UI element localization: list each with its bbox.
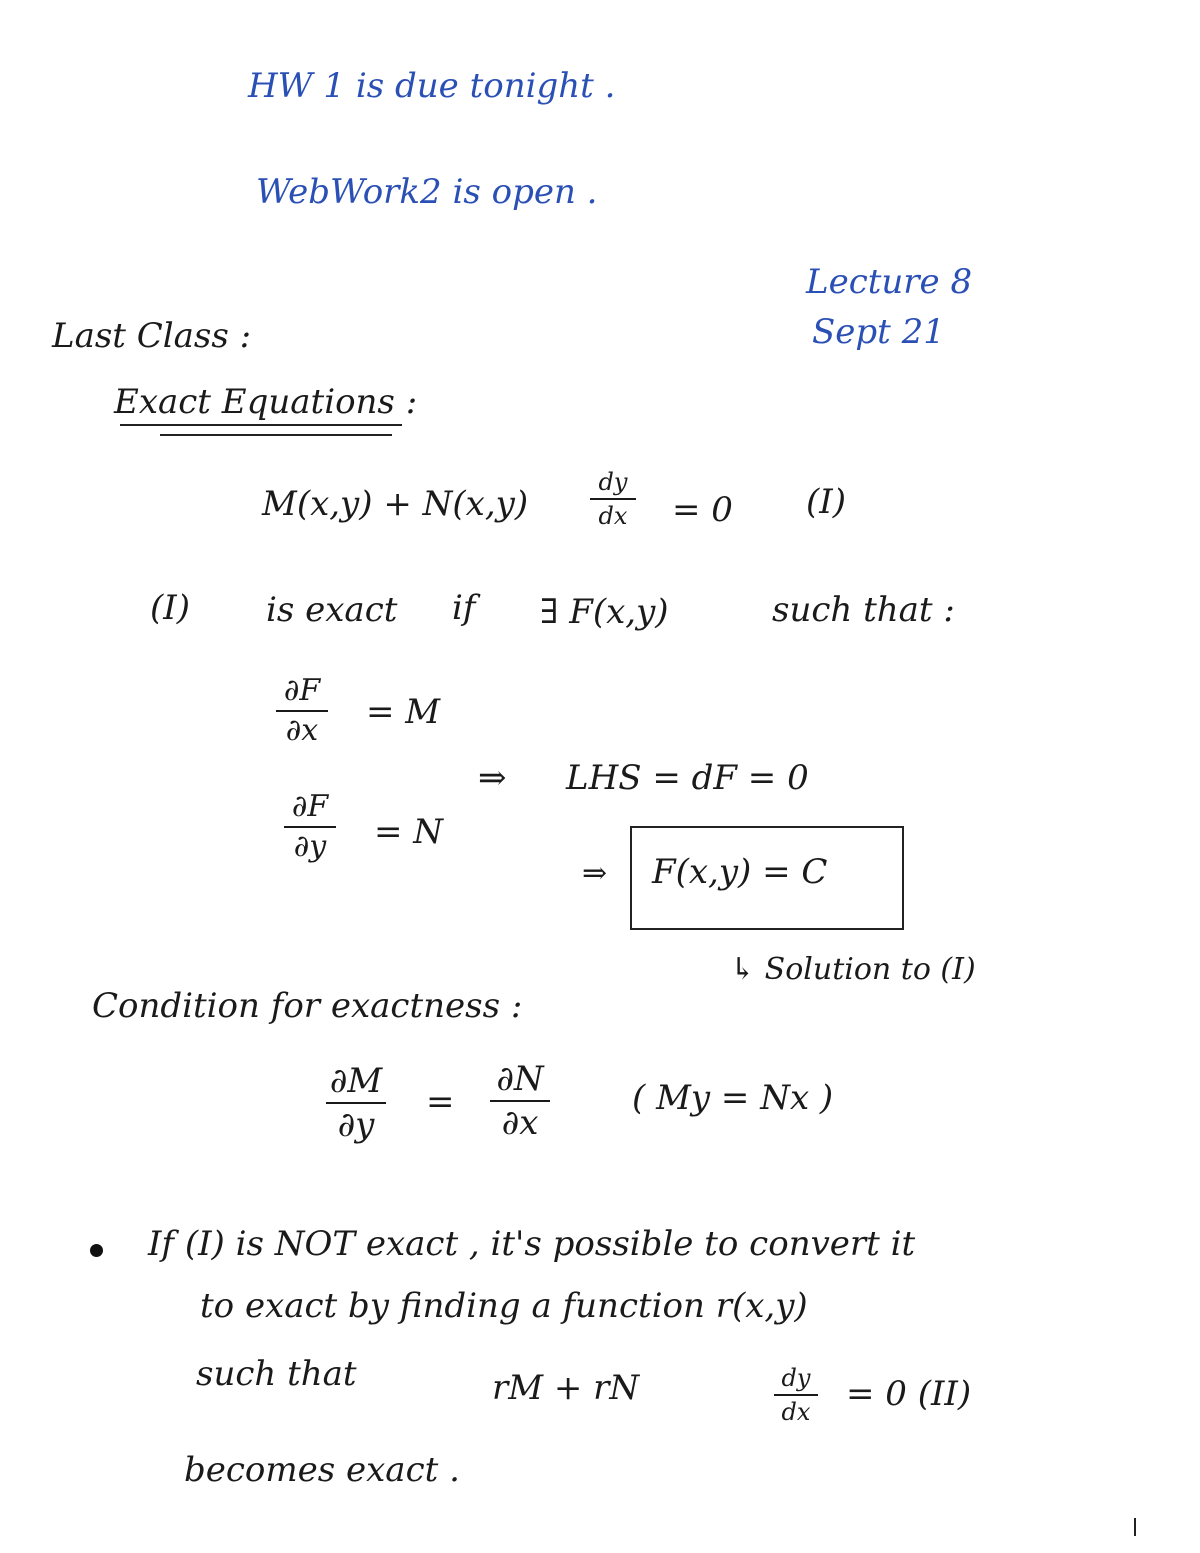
def-if: if <box>452 588 476 628</box>
fraction-bar <box>590 498 636 500</box>
equation-i-fraction <box>590 470 636 528</box>
partial-fy-bar <box>284 826 336 828</box>
partial-nx-numerator: ∂N <box>496 1059 544 1099</box>
partial-fy-rhs: = N <box>374 812 444 852</box>
equation-i-rhs: = 0 <box>672 490 733 530</box>
lecture-title: Lecture 8 <box>806 262 973 302</box>
partial-my-bar <box>326 1102 386 1104</box>
page-mark <box>1134 1518 1136 1536</box>
equation-i-label: (I) <box>806 482 846 522</box>
section-title: Exact Equations : <box>114 382 418 422</box>
integrating-eq-rhs: = 0 (II) <box>846 1374 972 1414</box>
def-exists: ∃ F(x,y) <box>540 592 669 632</box>
partial-fy <box>284 789 336 864</box>
partial-fy-numerator: ∂F <box>291 789 329 824</box>
boxed-solution: F(x,y) = C <box>652 852 828 892</box>
partial-fy-denominator: ∂y <box>293 829 327 864</box>
bullet-line-4: becomes exact . <box>184 1450 460 1490</box>
lecture-date: Sept 21 <box>812 312 945 352</box>
partial-nx <box>490 1059 550 1143</box>
partial-fx-bar <box>276 710 328 712</box>
last-class-label: Last Class : <box>52 316 252 356</box>
partial-fx <box>276 673 328 748</box>
condition-equals: = <box>426 1082 455 1122</box>
hw-announcement: HW 1 is due tonight . <box>248 66 616 106</box>
fraction-numerator: dy <box>598 468 628 496</box>
fraction-denominator: dx <box>598 502 628 530</box>
condition-short: ( My = Nx ) <box>632 1078 834 1118</box>
integrating-fraction-denominator: dx <box>781 1398 811 1426</box>
partial-my-denominator: ∂y <box>337 1105 375 1145</box>
webwork-announcement: WebWork2 is open . <box>256 172 598 212</box>
partial-nx-denominator: ∂x <box>501 1103 539 1143</box>
implies-arrow-1: ⇒ <box>478 758 507 798</box>
bullet-line-2: to exact by finding a function r(x,y) <box>200 1286 808 1326</box>
lhs-df-zero: LHS = dF = 0 <box>566 758 809 798</box>
partial-my <box>326 1061 386 1145</box>
partial-nx-bar <box>490 1100 550 1102</box>
title-underline-2 <box>160 434 392 436</box>
def-is-exact: is exact <box>266 590 398 630</box>
bullet-line-1: If (I) is NOT exact , it's possible to convert it <box>148 1224 916 1264</box>
bullet-line-3: such that <box>196 1354 357 1394</box>
integrating-fraction-bar <box>774 1394 818 1396</box>
implies-arrow-2: ⇒ <box>582 856 608 891</box>
partial-fx-numerator: ∂F <box>283 673 321 708</box>
def-such-that: such that : <box>772 590 955 630</box>
integrating-eq-lhs: rM + rN <box>492 1368 640 1408</box>
partial-fx-denominator: ∂x <box>285 713 319 748</box>
partial-fx-rhs: = M <box>366 692 441 732</box>
equation-i-lhs: M(x,y) + N(x,y) <box>262 484 529 524</box>
partial-my-numerator: ∂M <box>329 1061 383 1101</box>
bullet-dot <box>90 1244 103 1257</box>
title-underline <box>120 424 402 426</box>
def-label: (I) <box>150 588 190 628</box>
integrating-eq-fraction <box>774 1366 818 1424</box>
condition-title: Condition for exactness : <box>92 986 523 1026</box>
solution-note: ↳ Solution to (I) <box>730 952 976 987</box>
integrating-fraction-numerator: dy <box>781 1364 811 1392</box>
